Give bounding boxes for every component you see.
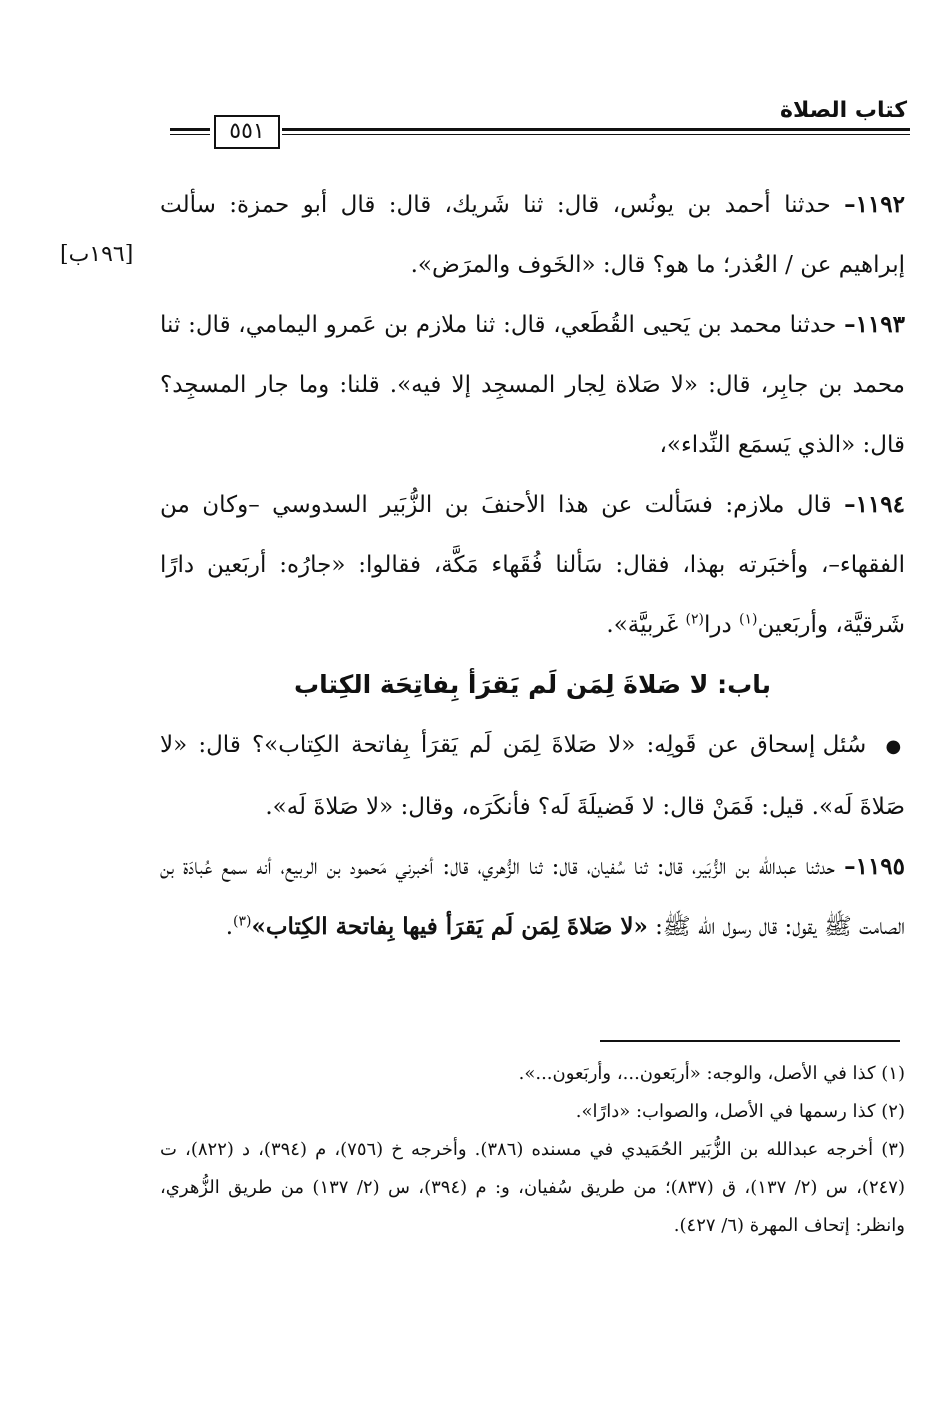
- hadith-1192: [160, 175, 905, 295]
- hadith-text: غَربيَّة».: [606, 612, 679, 638]
- running-header-title: كتاب الصلاة: [780, 98, 907, 123]
- footnote-ref-1: (١): [739, 611, 758, 628]
- hadith-1195: [160, 837, 905, 957]
- footnote-2: (٢) كذا رسمها في الأصل، والصواب: «دارًا».: [575, 1101, 905, 1122]
- hadith-text: حدثنا عبدالله بن الزُّبَير، قال: ثنا سُفيان، قال: ثنا الزُّهري، قال: أخبرني مَحمود بن الربيع، أنه سمع عُبادَة بن الصامت ﷺ يقول: قال رسول الله ﷺ:: [160, 854, 905, 940]
- footnote-separator: [600, 1040, 900, 1042]
- chapter-heading: باب: لا صَلاةَ لِمَن لَم يَقرَأ بِفاتِحَة الكِتاب: [293, 670, 771, 699]
- bullet-icon: ●: [885, 736, 905, 757]
- margin-folio-note: [١٩٦ب]: [60, 242, 134, 267]
- hadith-text: حدثنا محمد بن يَحيى القُطَعي، قال: ثنا ملازم بن عَمرو اليمامي، قال: ثنا محمد بن جابِر، قال: «لا صَلاة لِجار المسجِد إلا فيه». قلنا: وما جار المسجِد؟ قال: «الذي يَسمَع النِّداء»،: [160, 312, 905, 458]
- hadith-number: ١١٩٤–: [844, 491, 905, 518]
- footnote-ref-2: (٢): [685, 611, 704, 628]
- hadith-1193: [160, 295, 905, 475]
- footnote-1: (١) كذا في الأصل، والوجه: «أربَعون...، وأربَعون...».: [518, 1063, 905, 1084]
- footnotes: [160, 1055, 905, 1245]
- footnote-ref-3: (٣): [233, 913, 252, 930]
- page-number: ٥٥١: [214, 115, 280, 149]
- footnote-3: (٣) أخرجه عبدالله بن الزُّبَير الحُمَيدي في مسنده (٣٨٦). وأخرجه خ (٧٥٦)، م (٣٩٤)، د (٨٢٢)، ت (٢٤٧)، س (٢/ ١٣٧)، ق (٨٣٧)؛ من طريق سُفيان، و: م (٣٩٤)، س (٢/ ١٣٧) من طريق الزُّهري، وانظر: إتحاف المهرة (٦/ ٤٢٧).: [160, 1139, 905, 1236]
- header-rule: [282, 128, 910, 135]
- hadith-number: ١١٩٢–: [844, 191, 905, 218]
- hadith-1194: [160, 475, 905, 655]
- hadith-text: قال ملازم: فسَألت عن هذا الأحنفَ بن الزُّبَير السدوسي –وكان من الفقهاء–، وأخبَرته بهذا، فقال: سَألنا فُقَهاء مَكَّة، فقالوا: «جارُه: أربَعين دارًا شَرقيَّة، وأربَعين: [160, 492, 905, 638]
- hadith-text-end: .: [225, 914, 234, 940]
- hadith-text: حدثنا أحمد بن يونُس، قال: ثنا شَريك، قال: قال أبو حمزة: سألت إبراهيم عن / العُذر؛ ما هو؟ قال: «الخَوف والمرَض».: [160, 192, 905, 278]
- ishaq-question: [160, 715, 905, 837]
- hadith-number: ١١٩٥–: [844, 853, 906, 880]
- header-rule-short: [170, 128, 210, 135]
- hadith-quote: «لا صَلاةَ لِمَن لَم يَقرَأ فيها بِفاتحة الكِتاب»: [251, 913, 648, 940]
- ishaq-text: سُئل إسحاق عن قَولِه: «لا صَلاةَ لِمَن لَم يَقرَأ بِفاتحة الكِتاب»؟ قال: «لا صَلاةَ لَه». قيل: فَمَنْ قال: لا فَضيلَةَ لَه؟ فأنكَرَه، وقال: «لا صَلاةَ لَه».: [160, 732, 905, 820]
- hadith-text: درا: [703, 612, 732, 638]
- hadith-number: ١١٩٣–: [844, 311, 905, 338]
- main-text: [160, 175, 905, 957]
